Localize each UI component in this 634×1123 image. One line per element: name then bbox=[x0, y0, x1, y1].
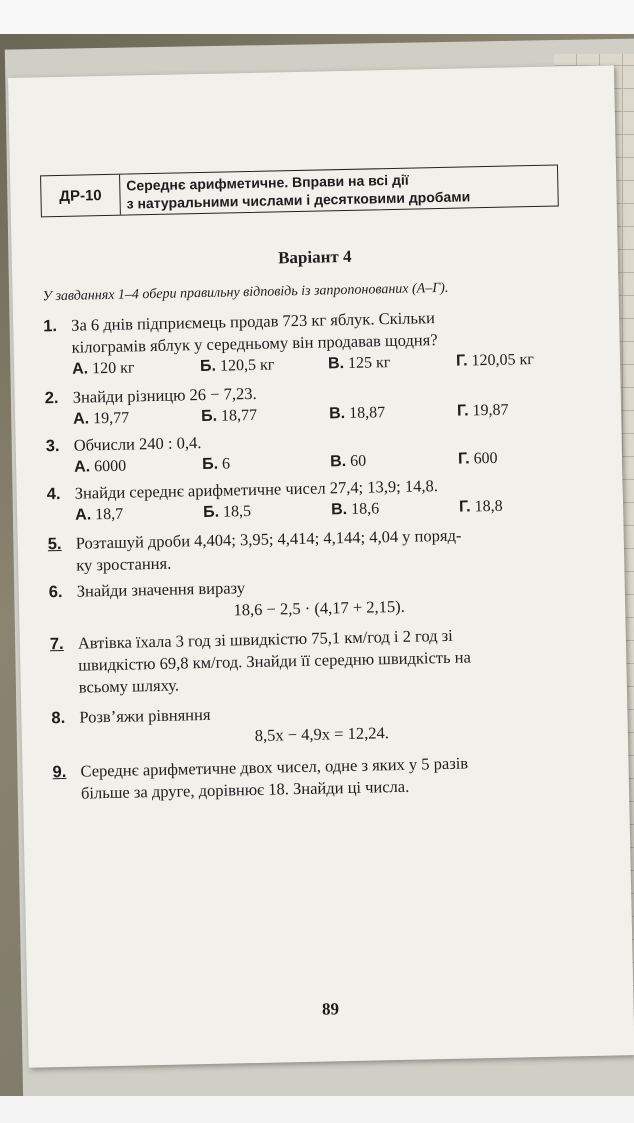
page-number: 89 bbox=[321, 999, 340, 1019]
task-number: 2. bbox=[44, 389, 59, 408]
option-d: Г. 18,8 bbox=[458, 497, 503, 516]
task-number: 8. bbox=[51, 708, 66, 728]
task-number: 4. bbox=[46, 484, 61, 504]
instruction: У завданнях 1–4 обери правильну відповідь із запропонованих (А–Г). bbox=[42, 280, 449, 305]
task-9 bbox=[52, 750, 593, 805]
task-text: Розв’яжи рівняння bbox=[79, 704, 211, 727]
task-text: всьому шляху. bbox=[78, 675, 180, 697]
section-title bbox=[120, 167, 476, 214]
option-c: В. 18,6 bbox=[330, 500, 380, 519]
task-number: 3. bbox=[45, 437, 60, 456]
task-number: 1. bbox=[43, 317, 58, 336]
option-d: Г. 120,05 кг bbox=[455, 351, 535, 370]
option-c: В. 18,87 bbox=[328, 404, 386, 423]
task-text: Розташуй дроби 4,404; 3,95; 4,414; 4,144; 4,04 у поряд- bbox=[75, 525, 462, 553]
task-text: Автівка їхала 3 год зі швидкістю 75,1 км/год і 2 год зі bbox=[77, 625, 453, 653]
task-number: 5. bbox=[47, 534, 62, 554]
section-title-line-2: з натуральними числами і десятковими дробами bbox=[126, 188, 471, 212]
option-c: В. 60 bbox=[329, 452, 367, 471]
task-5 bbox=[48, 522, 589, 577]
task-number: 9. bbox=[52, 762, 67, 782]
task-8 bbox=[51, 696, 592, 751]
task-number: 7. bbox=[49, 634, 64, 654]
task-text: Знайди середнє арифметичне чисел 27,4; 13,9; 14,8. bbox=[74, 476, 439, 503]
option-a: А. 120 кг bbox=[71, 359, 135, 378]
option-d: Г. 19,87 bbox=[456, 401, 509, 420]
task-text: кілограмів яблук у середньому він продавав щодня? bbox=[71, 330, 438, 357]
textbook-page bbox=[8, 65, 634, 1067]
option-a: А. 6000 bbox=[73, 457, 127, 476]
section-code: ДР-10 bbox=[41, 175, 121, 217]
option-b: Б. 18,77 bbox=[200, 406, 258, 426]
task-1 bbox=[43, 304, 584, 381]
task-number: 6. bbox=[48, 582, 63, 602]
option-a: А. 19,77 bbox=[72, 409, 130, 428]
top-bar bbox=[0, 0, 634, 34]
task-text: більше за друге, дорівнює 18. Знайди ці числа. bbox=[80, 776, 410, 803]
section-header bbox=[40, 165, 559, 218]
expression: 18,6 − 2,5 · (4,17 + 2,15). bbox=[233, 596, 405, 620]
option-b: Б. 6 bbox=[201, 455, 231, 474]
task-6 bbox=[49, 570, 590, 625]
task-text: Обчисли 240 : 0,4. bbox=[73, 433, 202, 455]
option-b: Б. 120,5 кг bbox=[199, 356, 275, 376]
task-text: Знайди різницю 26 − 7,23. bbox=[72, 383, 257, 407]
option-c: В. 125 кг bbox=[327, 354, 391, 373]
task-text: ку зростання. bbox=[76, 553, 172, 575]
task-3 bbox=[45, 424, 586, 479]
section-title-line-1: Середнє арифметичне. Вправи на всі дії bbox=[126, 171, 409, 194]
task-text: Знайди значення виразу bbox=[76, 578, 246, 601]
equation: 8,5x − 4,9x = 12,24. bbox=[254, 723, 390, 745]
option-a: А. 18,7 bbox=[74, 505, 124, 524]
task-text: За 6 днів підприємець продав 723 кг яблук. Скільки bbox=[70, 308, 435, 335]
option-b: Б. 18,5 bbox=[202, 503, 252, 522]
task-text: швидкістю 69,8 км/год. Знайди її середню швидкість на bbox=[78, 647, 471, 675]
option-d: Г. 600 bbox=[457, 449, 498, 468]
photo bbox=[0, 34, 634, 1096]
task-4 bbox=[46, 472, 587, 527]
task-text: Середнє арифметичне двох чисел, одне з яких у 5 разів bbox=[80, 753, 469, 781]
variant-title: Варіант 4 bbox=[277, 246, 352, 268]
task-7 bbox=[50, 622, 591, 699]
task-2 bbox=[44, 376, 585, 431]
bottom-bar bbox=[0, 1096, 634, 1123]
